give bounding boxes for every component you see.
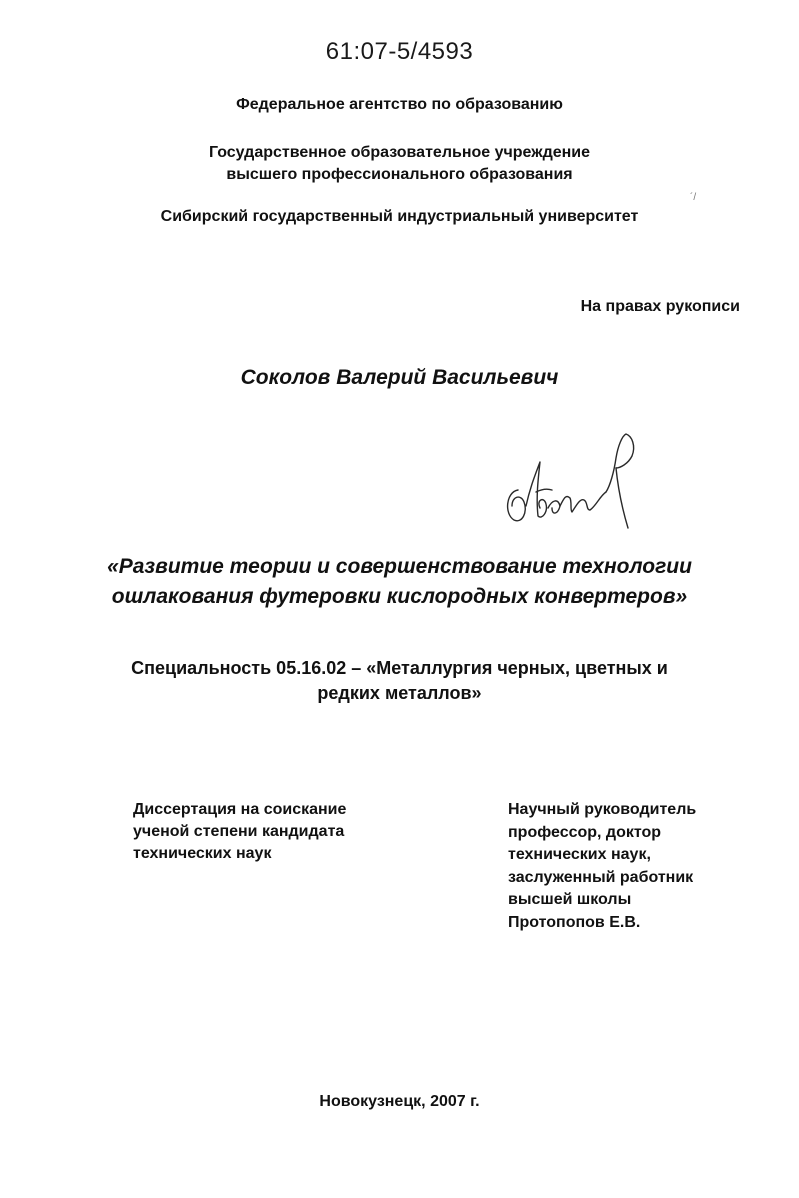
author-signature <box>500 428 650 543</box>
institution-name <box>0 142 799 186</box>
agency-name: Федеральное агентство по образованию <box>236 96 563 113</box>
title-line-2: ошлакования футеровки кислородных конвертеров» <box>111 585 688 608</box>
degree-line-2: ученой степени кандидата <box>133 823 345 840</box>
supervisor-line-1: Научный руководитель <box>508 801 697 818</box>
scan-mark: ´/ <box>690 192 697 203</box>
specialty-line-1: Специальность 05.16.02 – «Металлургия черных, цветных и <box>131 658 668 678</box>
degree-line-1: Диссертация на соискание <box>133 801 347 818</box>
supervisor-line-4: заслуженный работник <box>508 868 694 886</box>
rights-note: На правах рукописи <box>580 298 740 315</box>
title-line-1: «Развитие теории и совершенствование технологии <box>107 555 692 578</box>
archive-number: 61:07-5/4593 <box>325 38 474 65</box>
scientific-supervisor <box>508 799 768 934</box>
specialty <box>0 656 799 706</box>
city-year: Новокузнецк, 2007 г. <box>319 1093 480 1110</box>
institution-line-2: высшего профессионального образования <box>226 166 573 183</box>
supervisor-line-2: профессор, доктор <box>508 823 662 841</box>
supervisor-line-5: высшей школы <box>508 891 632 908</box>
university-name: Сибирский государственный индустриальный университет <box>160 208 639 225</box>
degree-line-3: технических наук <box>133 845 272 862</box>
signature-graphic <box>500 428 650 538</box>
supervisor-line-3: технических наук, <box>508 846 651 863</box>
dissertation-degree <box>133 799 433 865</box>
institution-line-1: Государственное образовательное учреждение <box>208 144 591 161</box>
specialty-line-2: редких металлов» <box>317 683 482 703</box>
dissertation-title <box>0 552 799 612</box>
supervisor-line-6: Протопопов Е.В. <box>508 913 641 931</box>
author-name: Соколов Валерий Васильевич <box>240 366 559 389</box>
